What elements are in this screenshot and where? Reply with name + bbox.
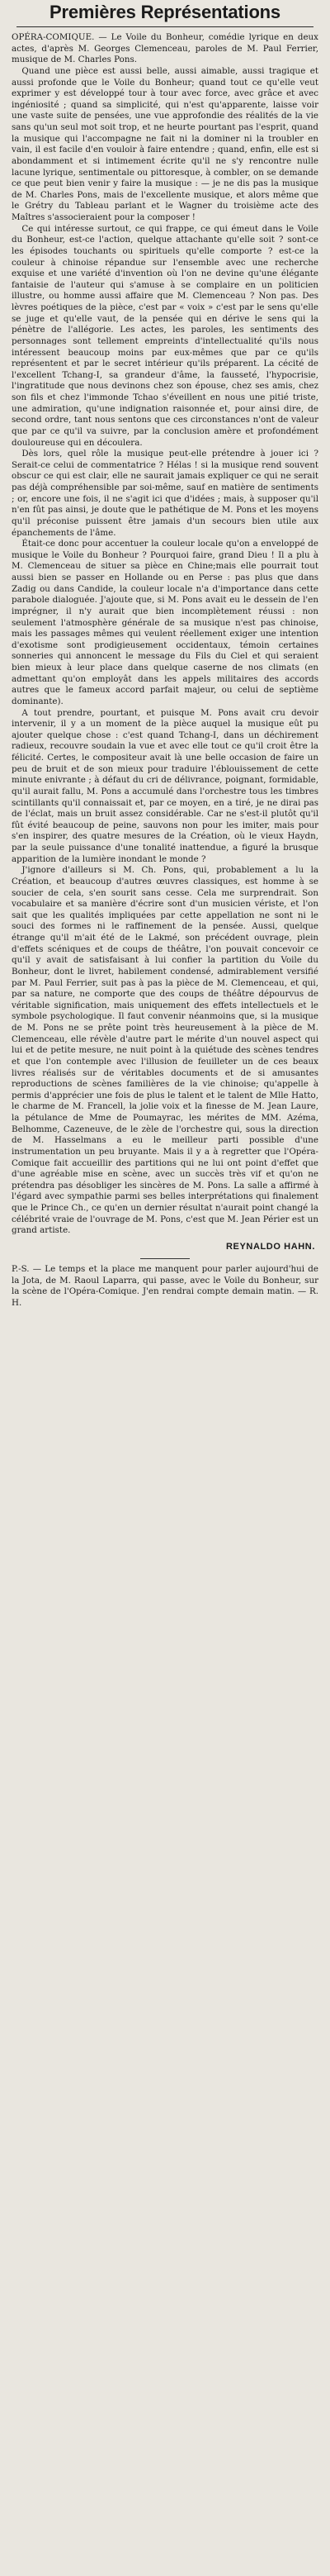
article-paragraph: Quand une pièce est aussi belle, aussi aimable, aussi tragique et aussi profonde que le Voile du Bonheur; quand tout ce qu'elle veut exprimer y est développé tour à tour avec force, avec grâce et avec ingéniosité ; quand sa simplicité, qui n'est qu'apparente, laisse voir une vaste suite de pensées, une vue approfondie des réalités de la vie sans qu'un seul mot soit trop, et ne heurte pourtant pas l'esprit, quand la musique qui l'accompagne ne fait ni la dominer ni la troubler en vain, il est facile d'en vouloir à faire entendre ; quand, enfin, elle est si abondamment et si intimement écrite qu'il ne s'y rencontre nulle lacune lyrique, sentimentale ou pittoresque, à combler, on se demande ce que peut bien venir y faire la musique : — je ne dis pas la musique de M. Charles Pons, mais de l'excellente musique, et alors même que le Grétry du Tableau parlant et le Wagner du troisième acte des Maîtres s'associeraient pour la composer ! xyxy=(12,65,318,222)
article-headline: Premières Représentations xyxy=(50,2,280,22)
article-paragraph: J'ignore d'ailleurs si M. Ch. Pons, qui, probablement a lu la Création, et beaucoup d'autres œuvres classiques, est homme à se soucier de cela, s'en sourit sans cesse. Cela me surprendrait. Son vocabulaire et sa manière d'écrire sont d'un musicien vériste, et l'on sait que les qualités impliquées par cette appellation ne sont ni le souci des formes ni le raffinement de la pensée. Aussi, quelque étrange qu'il m'ait été de le Lakmé, son précédent ouvrage, plein d'effets scéniques et de coups de théâtre, l'on pouvait concevoir ce qu'il y avait de satisfaisant à lui confier la partition du Voile du Bonheur, dont le livret, habilement condensé, admirablement versifié par M. Paul Ferrier, suit pas à pas la pièce de M. Clemenceau, et qui, par sa nature, ne comporte que des coups de théâtre dépourvus de véritable signification, mais uniquement des effets intellectuels et le symbole psychologique. Il faut convenir néanmoins que, si la musique de M. Pons ne se prête point très heureusement à la pièce de M. Clemenceau, elle révèle d'autre part le mérite d'un nouvel aspect qui lui et de petite mesure, ne nuit point à la quiétude des scènes tendres et que l'on contemple avec l'illusion de feuilleter un de ces beaux livres réalisés sur de véritables documents et de si amusantes reproductions de scènes familières de la vie chinoise; qu'appelle à permis d'apprécier une fois de plus le talent et le talent de Mlle Hatto, le charme de M. Francell, la jolie voix et la finesse de M. Jean Laure, la pétulance de Mme de Poumayrac, les mérites de MM. Azéma, Belhomme, Cazeneuve, de le zèle de l'orchestre qui, sous la direction de M. Hasselmans a eu le meilleur parti possible d'une instrumentation un peu bruyante. Mais il y a à regretter que l'Opéra-Comique fait accueillir des partitions qui ne lui ont point d'effet que d'une agréable mise en scène, avec un succès très vif et qu'on ne prétendra pas désobliger les sincères de M. Pons. La salle a affirmé à l'égard avec sympathie parmi ses belles interprétations qui finalement que le Prince Ch., ce qu'en un dernier résultat n'aurait point changé la célébrité vraie de l'ouvrage de M. Pons, c'est que M. Jean Périer est un grand artiste. xyxy=(12,865,318,1236)
article-paragraph: Dès lors, quel rôle la musique peut-elle prétendre à jouer ici ? Serait-ce celui de commentatrice ? Hélas ! si la musique rend souvent obscur ce qui est clair, elle ne saurait jamais expliquer ce qui ne serait pas déjà compréhensible par soi-même, sauf en matière de sentiments ; or, encore une fois, il ne s'agit ici que d'idées ; mais, à supposer qu'il n'en fût pas ainsi, je doute que le pathétique de M. Pons et les moyens qu'il préconise puissent être jamais d'un secours bien utile aux épanchements de l'âme. xyxy=(12,449,318,538)
article-body xyxy=(12,32,318,1237)
postscript-block xyxy=(12,1264,318,1309)
signature-separator xyxy=(140,1258,190,1259)
postscript: P.-S. — Le temps et la place me manquent pour parler aujourd'hui de la Jota, de M. Raoul Laparra, qui passe, avec le Voile du Bonheur, sur la scène de l'Opéra-Comique. J'en rendrai compte demain matin. — R. H. xyxy=(12,1263,318,1308)
author-signature: REYNALDO HAHN. xyxy=(225,1241,315,1252)
article-paragraph: A tout prendre, pourtant, et puisque M. Pons avait cru devoir intervenir, il y a un moment de la pièce auquel la musique eût pu ajouter quelque chose : c'est quand Tchang-I, dans un déchirement radieux, recouvre soudain la vue et avec elle tout ce qu'il croit être la félicité. Certes, le compositeur avait là une belle occasion de faire un peu de bruit et de son mieux pour traduire l'éblouissement de cette minute enivrante ; à défaut du cri de délivrance, poignant, formidable, qu'il aurait fallu, M. Pons a accumulé dans l'orchestre tous les timbres scintillants qu'il connaissait et, par ce moyen, en a tiré, je ne dirai pas de l'éclat, mais un bruit assez considérable. Car ne s'est-il plutôt qu'il fût évité beaucoup de peine, sauvons non pour les imiter, mais pour s'en inspirer, des quatre mesures de la Création, où le vieux Haydn, par la seule puissance d'une tonalité inattendue, a figuré la brusque apparition de la lumière inondant le monde ? xyxy=(12,707,318,864)
article-intro: OPÉRA-COMIQUE. — Le Voile du Bonheur, comédie lyrique en deux actes, d'après M. Georges Clemenceau, paroles de M. Paul Ferrier, musique de M. Charles Pons. xyxy=(12,32,318,65)
headline-rule xyxy=(16,26,314,27)
article-paragraph: Était-ce donc pour accentuer la couleur locale qu'on a enveloppé de musique le Voile du Bonheur ? Pourquoi faire, grand Dieu ! Il a plu à M. Clemenceau de situer sa pièce en Chine;mais elle pourrait tout aussi bien se passer en Hollande ou en Perse : pas plus que dans Zadig ou dans Candide, la couleur locale n'a d'importance dans cette parabole dialoguée. J'ajoute que, si M. Pons avait eu le dessein de l'en imprégner, il n'y aurait que bien incomplètement réussi : non seulement l'atmosphère générale de sa musique n'est pas chinoise, mais les passages mêmes qui veulent réellement exiger une intention d'exotisme sont prodigieusement occidentaux, témoin certaines sonneries qui annoncent le message du Fils du Ciel et qui seraient bien mieux à leur place dans quelque caserne de nos climats (en admettant qu'on employât dans les appels militaires des accords autres que le fameux accord parfait majeur, ou celui de septième dominante). xyxy=(12,539,318,706)
article-paragraph: Ce qui intéresse surtout, ce qui frappe, ce qui émeut dans le Voile du Bonheur, est-ce l'action, quelque attachante qu'elle soit ? sont-ce les épisodes touchants ou spirituels qu'elle comporte ? est-ce la couleur à chinoise répandue sur l'ensemble avec une recherche exquise et une variété d'invention où l'on ne devine qu'une élégante fantaisie de l'auteur qui s'amuse à se complaire en un politicien illustre, ou homme aussi affaire que M. Clemenceau ? Non pas. Des lèvres poétiques de la pièce, c'est par « voix » c'est par le sens qu'elle se juge et qu'elle vaut, de la pensée qui en dérive le sens qui la pénètre de l'allégorie. Les actes, les paroles, les sentiments des personnages sont tellement empreints d'intellectualité qu'ils nous intéressent beaucoup moins par eux-mêmes que par ce qu'ils représentent et par le secret intérieur qu'ils préparent. La cécité de l'excellent Tchang-I, sa grandeur d'âme, la fausseté, l'hypocrisie, l'ingratitude que nous devinons chez son épouse, chez ses amis, chez son fils et chez l'immonde Tchao s'éveillent en nous une pitié triste, une admiration, qu'une indignation raisonnée et, pour ainsi dire, de second ordre, tant nous sentons que ces circonstances n'ont de valeur que par ce qu'il va suivre, par la conclusion amère et profondément douloureuse qui en découlera. xyxy=(12,223,318,448)
article-column xyxy=(12,2,318,1309)
